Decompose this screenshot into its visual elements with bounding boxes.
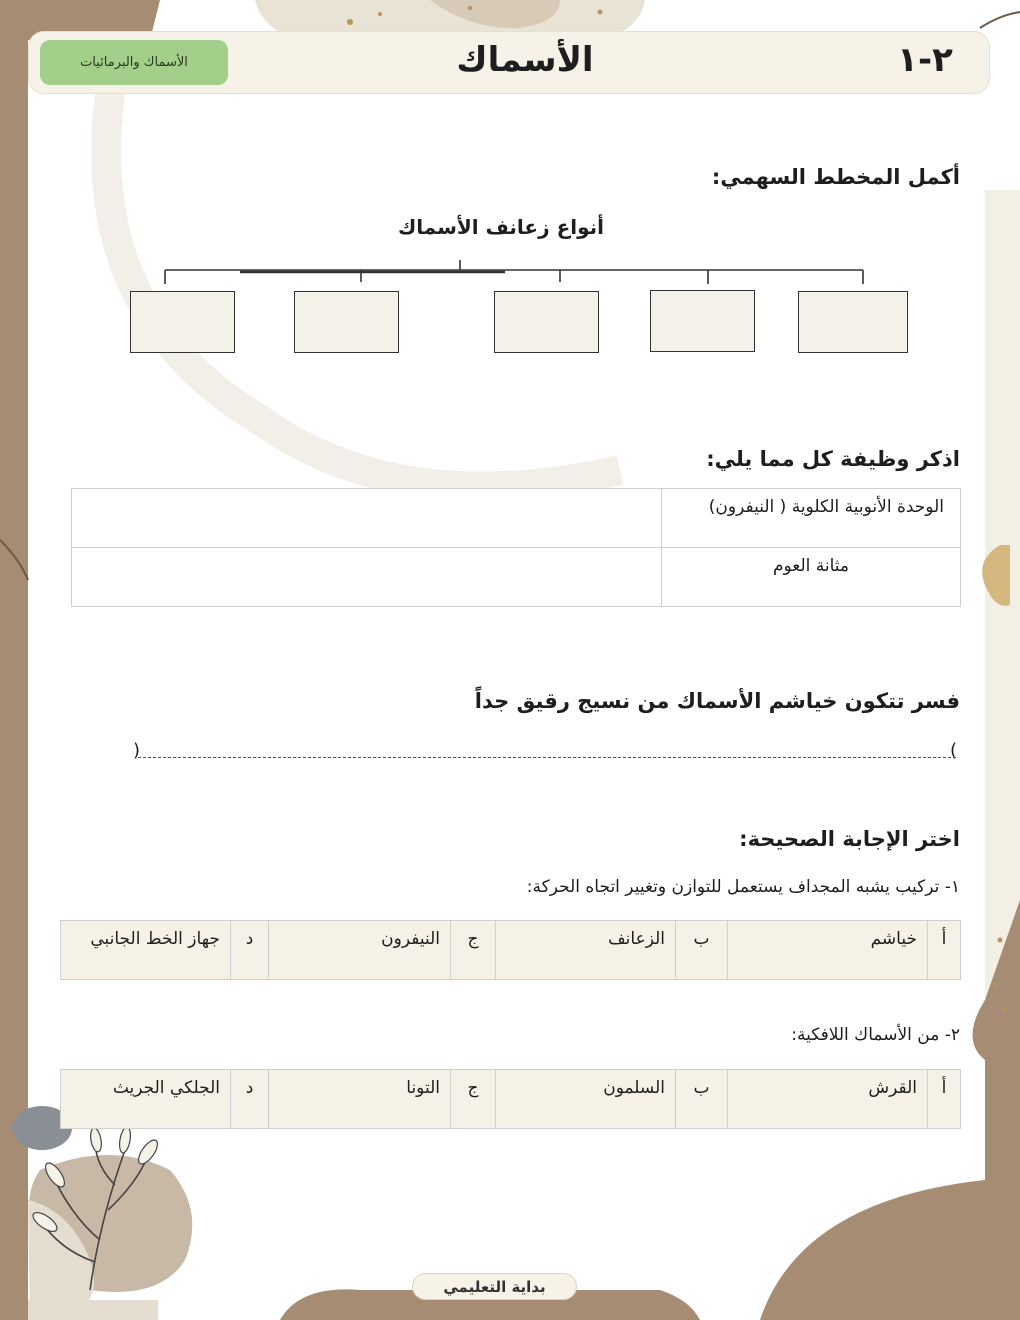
option-a-letter: أ — [928, 1070, 961, 1129]
fin-type-box-3[interactable] — [494, 291, 599, 353]
fin-type-box-5[interactable] — [130, 291, 235, 353]
option-a-letter: أ — [928, 921, 961, 980]
section1-instruction: أكمل المخطط السهمي: — [711, 165, 960, 189]
fin-type-box-1[interactable] — [798, 291, 908, 353]
fin-type-box-2[interactable] — [650, 290, 755, 352]
answer-close-paren: ) — [133, 740, 141, 761]
section4-instruction: اختر الإجابة الصحيحة: — [739, 827, 960, 851]
mcq-question-2: ٢- من الأسماك اللافكية: — [791, 1025, 960, 1045]
mcq-question-1: ١- تركيب يشبه المجداف يستعمل للتوازن وتغيير اتجاه الحركة: — [526, 877, 960, 897]
diagram-title: أنواع زعانف الأسماك — [397, 215, 604, 239]
option-c-letter: ج — [451, 1070, 496, 1129]
function-label-cell: مثانة العوم — [662, 548, 961, 607]
option-d-text[interactable]: الجلكي الجريث — [61, 1070, 231, 1129]
option-c-text[interactable]: النيفرون — [269, 921, 451, 980]
option-d-letter: د — [231, 1070, 269, 1129]
answer-line[interactable] — [138, 757, 956, 758]
mcq-options-2 — [60, 1069, 961, 1129]
option-c-text[interactable]: التونا — [269, 1070, 451, 1129]
option-b-text[interactable]: الزعانف — [496, 921, 676, 980]
option-b-text[interactable]: السلمون — [496, 1070, 676, 1129]
answer-open-paren: ( — [950, 740, 958, 761]
option-a-text[interactable]: القرش — [728, 1070, 928, 1129]
lesson-number: ٢-١ — [897, 40, 953, 80]
footer-brand: بداية التعليمي — [412, 1273, 577, 1300]
option-b-letter: ب — [676, 921, 728, 980]
fin-type-box-4[interactable] — [294, 291, 399, 353]
function-answer-cell[interactable] — [72, 548, 662, 607]
mcq-options-1 — [60, 920, 961, 980]
option-d-text[interactable]: جهاز الخط الجانبي — [61, 921, 231, 980]
option-a-text[interactable]: خياشم — [728, 921, 928, 980]
section3-instruction: فسر تتكون خياشم الأسماك من نسيج رقيق جداً — [474, 689, 960, 713]
section2-instruction: اذكر وظيفة كل مما يلي: — [706, 447, 960, 471]
function-answer-cell[interactable] — [72, 489, 662, 548]
function-label-cell: الوحدة الأنوبية الكلوية ( النيفرون) — [662, 489, 961, 548]
function-table — [71, 488, 961, 607]
unit-badge: الأسماك والبرمائيات — [40, 40, 228, 85]
option-c-letter: ج — [451, 921, 496, 980]
page-title: الأسماك — [456, 40, 594, 80]
option-b-letter: ب — [676, 1070, 728, 1129]
option-d-letter: د — [231, 921, 269, 980]
